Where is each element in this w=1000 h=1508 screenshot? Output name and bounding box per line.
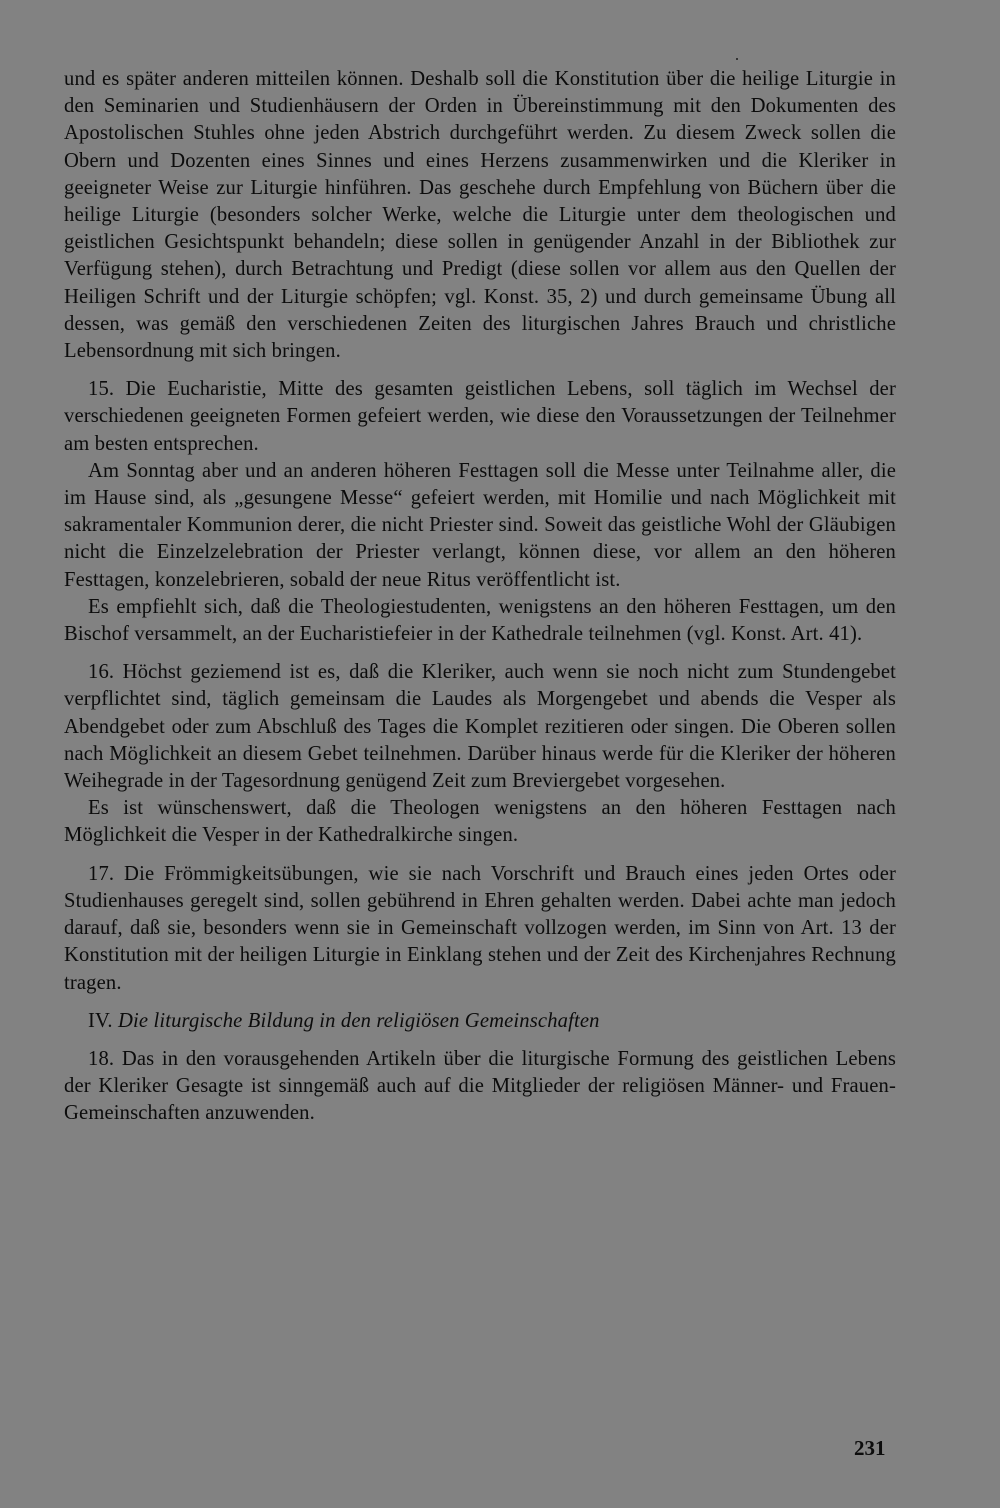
section-title: Die liturgische Bildung in den religiösen Gemeinschaften <box>118 1009 600 1032</box>
paragraph-18: 18. Das in den vorausgehenden Artikeln über die liturgische Formung des geistlichen Lebens der Kleriker Gesagte ist sinngemäß auch auf die Mitglieder der religiösen Männer- und Frauen-Gemeinschaften anzuwenden. <box>64 1047 896 1125</box>
section-numeral: IV. <box>88 1009 113 1032</box>
paragraph-15-cathedral: Es empfiehlt sich, daß die Theologiestudenten, wenigstens an den höheren Festtagen, um den Bischof versammelt, an der Eucharistiefeier in der Kathedrale teilnehmen (vgl. Konst. Art. 41). <box>64 595 896 646</box>
print-speck <box>736 58 738 60</box>
body-text <box>64 66 896 1128</box>
paragraph-16: 16. Höchst geziemend ist es, daß die Kleriker, auch wenn sie noch nicht zum Stundengebet verpflichtet sind, täglich gemeinsam die Laudes als Morgengebet und abends die Vesper als Abendgebet oder zum Abschluß des Tages die Komplet rezitieren oder singen. Die Oberen sollen nach Möglichkeit an diesem Gebet teilnehmen. Darüber hinaus werde für die Kleriker der höheren Weihegrade in der Tagesordnung genügend Zeit zum Breviergebet vorgesehen. <box>64 661 896 793</box>
paragraph-continuation: und es später anderen mitteilen können. Deshalb soll die Konstitution über die heilige Liturgie in den Seminarien und Studienhäusern der Orden in Übereinstimmung mit den Dokumenten des Apostolischen Stuhles ohne jeden Abstrich durchgeführt werden. Zu diesem Zweck sollen die Obern und Dozenten eines Sinnes und eines Herzens zusammenwirken und die Kleriker in geeigneter Weise zur Liturgie hinführen. Das geschehe durch Empfehlung von Büchern über die heilige Liturgie (besonders solcher Werke, welche die Liturgie unter dem theologischen und geistlichen Gesichtspunkt behandeln; diese sollen in genügender Anzahl in der Bibliothek zur Verfügung stehen), durch Betrachtung und Predigt (diese sollen vor allem aus den Quellen der Heiligen Schrift und der Liturgie schöpfen; vgl. Konst. 35, 2) und durch gemeinsame Übung all dessen, was gemäß den verschiedenen Zeiten des liturgischen Jahres Brauch und christliche Lebensordnung mit sich bringen. <box>64 68 896 363</box>
paragraph-15-sunday: Am Sonntag aber und an anderen höheren Festtagen soll die Messe unter Teilnahme aller, die im Hause sind, als „gesungene Messe“ gefeiert werden, mit Homilie und nach Möglichkeit mit sakramentaler Kommunion derer, die nicht Priester sind. Soweit das geistliche Wohl der Gläubigen nicht die Einzelzelebration der Priester verlangt, können diese, vor allem an den höheren Festtagen, konzelebrieren, sobald der neue Ritus veröffentlicht ist. <box>64 459 896 591</box>
paragraph-15: 15. Die Eucharistie, Mitte des gesamten geistlichen Lebens, soll täglich im Wechsel der verschiedenen geeigneten Formen gefeiert werden, wie diese den Voraussetzungen der Teilnehmer am besten entsprechen. <box>64 378 896 455</box>
page-number: 231 <box>854 1436 886 1460</box>
paragraph-16-vespers: Es ist wünschenswert, daß die Theologen wenigstens an den höheren Festtagen nach Möglichkeit die Vesper in der Kathedralkirche singen. <box>64 797 896 847</box>
paragraph-17: 17. Die Frömmigkeitsübungen, wie sie nach Vorschrift und Brauch eines jeden Ortes oder Studienhauses geregelt sind, sollen gebührend in Ehren gehalten werden. Dabei achte man jedoch darauf, daß sie, besonders wenn sie in Gemeinschaft vollzogen werden, im Sinn von Art. 13 der Konstitution mit der heiligen Liturgie in Einklang stehen und der Zeit des Kirchenjahres Rechnung tragen. <box>64 862 896 994</box>
section-heading <box>64 1008 896 1035</box>
